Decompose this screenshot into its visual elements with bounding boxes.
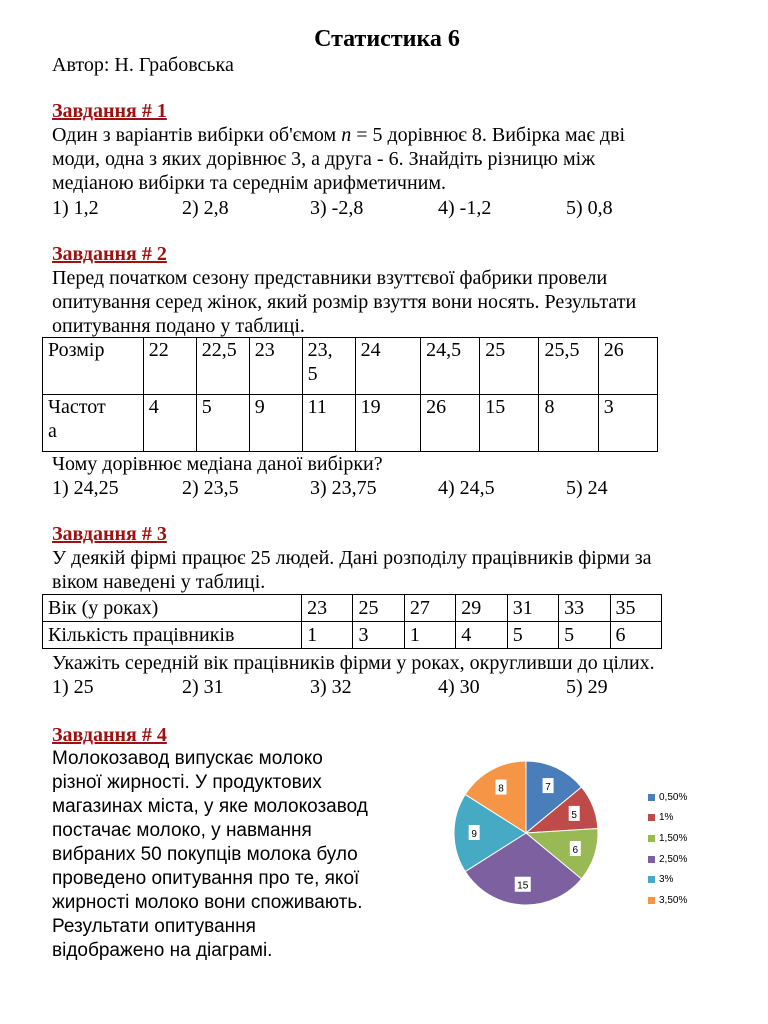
- answer-option: 1) 25: [52, 676, 94, 698]
- table-cell: 19: [355, 395, 420, 452]
- answer-option: 2) 31: [182, 676, 224, 698]
- task2-line3: опитування подано у таблиці.: [52, 315, 305, 337]
- table-row: [43, 622, 662, 649]
- table-cell: 24: [355, 338, 420, 395]
- table-cell: 29: [456, 595, 507, 622]
- table-cell: 5: [196, 395, 249, 452]
- table-cell: 11: [302, 395, 355, 452]
- task3-question: Укажіть середній вік працівників фірми у роках, округливши до цілих.: [52, 652, 655, 674]
- answer-option: 4) 24,5: [438, 477, 495, 499]
- table-cell: 3: [353, 622, 404, 649]
- table-cell: 23, 5: [302, 338, 355, 395]
- legend-swatch-0: [648, 794, 655, 801]
- table-cell: 25,5: [539, 338, 598, 395]
- task1-line2: моди, одна з яких дорівнює 3, а друга - 6. Знайдіть різницю між: [52, 148, 596, 170]
- table-row: [43, 595, 662, 622]
- legend-label-1: 1%: [659, 812, 674, 824]
- legend-label-0: 0,50%: [659, 791, 688, 803]
- shoe-size-table: [42, 337, 658, 452]
- answer-option: 3) 23,75: [310, 477, 377, 499]
- legend-item-3: [648, 849, 687, 870]
- task4-line: Молокозавод випускає молоко: [52, 748, 323, 769]
- table-row: [43, 395, 658, 452]
- answer-option: 2) 23,5: [182, 477, 239, 499]
- task1-text: [52, 123, 732, 195]
- table-cell: 26: [598, 338, 657, 395]
- age-table: [42, 594, 662, 649]
- table-cell: 1: [302, 622, 353, 649]
- legend-swatch-1: [648, 814, 655, 821]
- author-line: Автор: Н. Грабовська: [52, 54, 234, 76]
- legend-item-5: [648, 890, 687, 911]
- answer-option: 1) 1,2: [52, 197, 99, 219]
- answer-option: 4) -1,2: [438, 197, 492, 219]
- task4-text: [52, 747, 412, 963]
- table-cell: 15: [480, 395, 539, 452]
- table-cell: Вік (у роках): [43, 595, 302, 622]
- task4-line: відображено на діаграмі.: [52, 940, 273, 961]
- legend-swatch-2: [648, 835, 655, 842]
- task4-line: вибраних 50 покупців молока було: [52, 844, 358, 865]
- table-cell: 9: [249, 395, 302, 452]
- table-cell: 23: [302, 595, 353, 622]
- table-cell: Розмір: [43, 338, 144, 395]
- answer-option: 1) 24,25: [52, 477, 119, 499]
- answer-option: 3) -2,8: [310, 197, 364, 219]
- legend-swatch-4: [648, 876, 655, 883]
- table-cell: 22,5: [196, 338, 249, 395]
- task4-line: Результати опитування: [52, 916, 256, 937]
- task4-line: постачає молоко, у навмання: [52, 820, 312, 841]
- task4-line: жирності молоко вони споживають.: [52, 892, 363, 913]
- table-cell: 4: [143, 395, 196, 452]
- task1-line3: медіаною вибірки та середнім арифметичним.: [52, 172, 447, 194]
- answer-option: 5) 24: [566, 477, 608, 499]
- task3-line1: У деякій фірмі працює 25 людей. Дані розподілу працівників фірми за: [52, 547, 652, 569]
- task4-line: проведено опитування про те, якої: [52, 868, 360, 889]
- table-cell: 23: [249, 338, 302, 395]
- task2-heading: Завдання # 2: [52, 243, 167, 265]
- task1-line1: Один з варіантів вибірки об'ємом n = 5 дорівнює 8. Вибірка має дві: [52, 124, 626, 146]
- task3-text: [52, 546, 732, 594]
- table-cell: 6: [610, 622, 661, 649]
- legend-label-3: 2,50%: [659, 853, 688, 865]
- table-cell: Частот а: [43, 395, 144, 452]
- legend-item-4: [648, 869, 687, 890]
- answer-option: 5) 29: [566, 676, 608, 698]
- answer-option: 5) 0,8: [566, 197, 613, 219]
- pie-data-label-4: 9: [471, 829, 477, 840]
- task3-heading: Завдання # 3: [52, 523, 167, 545]
- pie-data-label-1: 5: [571, 809, 577, 821]
- table-cell: 24,5: [421, 338, 480, 395]
- pie-data-label-0: 7: [545, 782, 551, 794]
- table-cell: Кількість працівників: [43, 622, 302, 649]
- table-cell: 26: [421, 395, 480, 452]
- task4-heading: Завдання # 4: [52, 724, 167, 746]
- legend-label-2: 1,50%: [659, 832, 688, 844]
- legend-item-0: [648, 787, 687, 808]
- table-row: [43, 338, 658, 395]
- legend-label-4: 3%: [659, 874, 674, 886]
- pie-data-label-3: 15: [517, 880, 529, 892]
- table-cell: 33: [559, 595, 610, 622]
- pie-data-label-5: 8: [498, 783, 504, 795]
- pie-data-label-2: 6: [572, 845, 579, 857]
- task2-question: Чому дорівнює медіана даної вибірки?: [52, 453, 383, 475]
- task4-line: магазинах міста, у яке молокозавод: [52, 796, 368, 817]
- task4-line: різної жирності. У продуктових: [52, 772, 322, 793]
- table-cell: 25: [480, 338, 539, 395]
- table-cell: 3: [598, 395, 657, 452]
- table-cell: 1: [404, 622, 455, 649]
- answer-option: 4) 30: [438, 676, 480, 698]
- legend-label-5: 3,50%: [659, 894, 688, 906]
- legend-item-2: [648, 828, 687, 849]
- table-cell: 31: [507, 595, 558, 622]
- table-cell: 25: [353, 595, 404, 622]
- legend-swatch-3: [648, 856, 655, 863]
- table-cell: 8: [539, 395, 598, 452]
- table-cell: 5: [559, 622, 610, 649]
- answer-option: 3) 32: [310, 676, 352, 698]
- task2-text: [52, 266, 732, 338]
- task2-line1: Перед початком сезону представники взуттєвої фабрики провели: [52, 267, 608, 289]
- pie-legend: [648, 787, 687, 911]
- answer-option: 2) 2,8: [182, 197, 229, 219]
- task2-line2: опитування серед жінок, який розмір взуття вони носять. Результати: [52, 291, 637, 313]
- table-cell: 22: [143, 338, 196, 395]
- table-cell: 27: [404, 595, 455, 622]
- fat-content-pie-chart: [440, 752, 620, 922]
- legend-item-1: [648, 808, 687, 829]
- table-cell: 5: [507, 622, 558, 649]
- table-cell: 35: [610, 595, 661, 622]
- table-cell: 4: [456, 622, 507, 649]
- task3-line2: віком наведені у таблиці.: [52, 571, 266, 593]
- page-title: Статистика 6: [314, 26, 460, 52]
- task1-heading: Завдання # 1: [52, 100, 167, 122]
- legend-swatch-5: [648, 897, 655, 904]
